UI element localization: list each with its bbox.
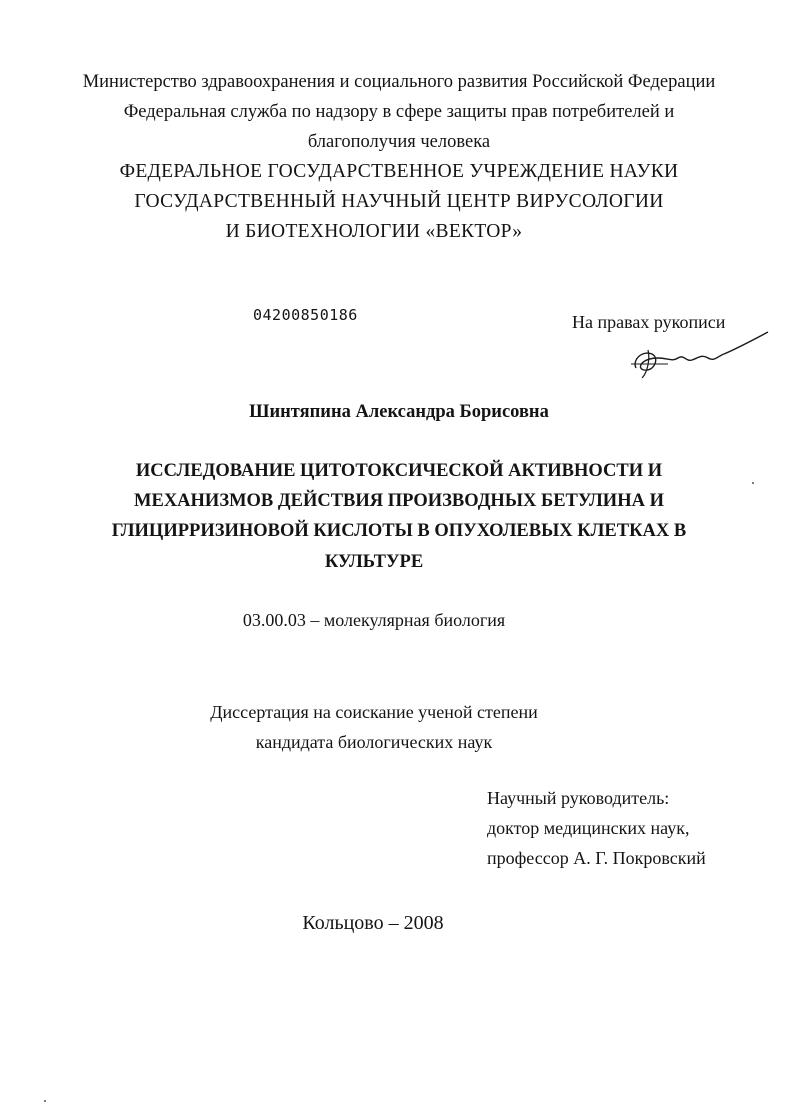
ministry-line: Министерство здравоохранения и социального развития Российской Федерации <box>82 72 716 92</box>
manuscript-note: На правах рукописи <box>572 312 726 332</box>
service-line-1: Федеральная служба по надзору в сфере защиты прав потребителей и <box>123 102 675 122</box>
organization-line-2: ГОСУДАРСТВЕННЫЙ НАУЧНЫЙ ЦЕНТР ВИРУСОЛОГИИ <box>134 191 664 212</box>
place-year: Кольцово – 2008 <box>302 912 444 934</box>
scan-speck <box>44 1100 46 1102</box>
organization-line-1: ФЕДЕРАЛЬНОЕ ГОСУДАРСТВЕННОЕ УЧРЕЖДЕНИЕ НАУКИ <box>119 161 679 182</box>
degree-line-2: кандидата биологических наук <box>255 732 493 752</box>
title-line-3: ГЛИЦИРРИЗИНОВОЙ КИСЛОТЫ В ОПУХОЛЕВЫХ КЛЕТКАХ В <box>111 521 687 541</box>
title-line-4: КУЛЬТУРЕ <box>324 552 424 572</box>
scan-speck <box>752 482 754 484</box>
supervisor-name: профессор А. Г. Покровский <box>487 848 706 868</box>
organization-line-3: И БИОТЕХНОЛОГИИ «ВЕКТОР» <box>225 221 523 242</box>
degree-line-1: Диссертация на соискание ученой степени <box>210 702 538 722</box>
signature <box>628 328 773 383</box>
supervisor-label: Научный руководитель: <box>487 788 670 808</box>
registration-number: 04200850186 <box>253 306 358 324</box>
author-name: Шинтяпина Александра Борисовна <box>249 402 549 422</box>
title-line-2: МЕХАНИЗМОВ ДЕЙСТВИЯ ПРОИЗВОДНЫХ БЕТУЛИНА И <box>134 491 664 511</box>
supervisor-degree: доктор медицинских наук, <box>487 818 690 838</box>
specialty: 03.00.03 – молекулярная биология <box>242 610 506 630</box>
title-line-1: ИССЛЕДОВАНИЕ ЦИТОТОКСИЧЕСКОЙ АКТИВНОСТИ И <box>135 461 663 481</box>
service-line-2: благополучия человека <box>307 132 491 152</box>
